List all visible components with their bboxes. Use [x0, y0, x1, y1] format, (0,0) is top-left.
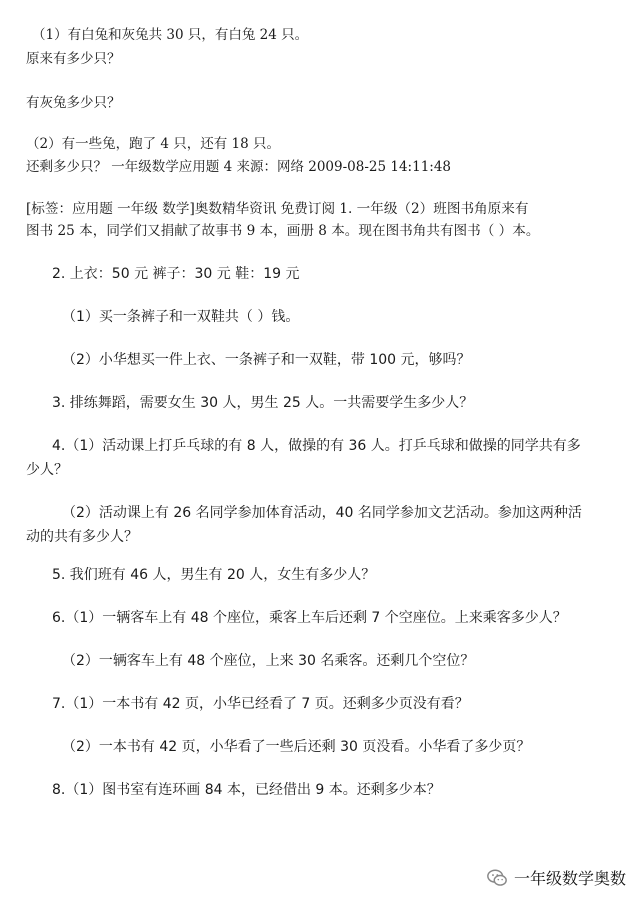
text-line-9: （1）买一条裤子和一双鞋共（ ）钱。 — [62, 309, 300, 325]
text-line-19: 7.（1）一本书有 42 页，小华已经看了 7 页。还剩多少页没有看？ — [52, 696, 469, 712]
text-line-10: （2）小华想买一件上衣、一条裤子和一双鞋，带 100 元，够吗？ — [62, 352, 471, 368]
wechat-icon — [486, 867, 508, 889]
text-line-4: （2）有一些兔，跑了 4 只，还有 18 只。 — [26, 136, 281, 152]
text-line-11: 3. 排练舞蹈，需要女生 30 人，男生 25 人。一共需要学生多少人？ — [52, 395, 474, 411]
text-line-15: 动的共有多少人？ — [26, 529, 138, 545]
watermark-text: 一年级数学奥数 — [513, 869, 626, 888]
text-line-17: 6.（1）一辆客车上有 48 个座位，乘客上车后还剩 7 个空座位。上来乘客多少人？ — [52, 610, 567, 626]
text-line-2: 原来有多少只？ — [26, 51, 121, 67]
text-line-16: 5. 我们班有 46 人，男生有 20 人，女生有多少人？ — [52, 567, 376, 583]
text-line-5: 还剩多少只？ 一年级数学应用题 4 来源：网络 2009-08-25 14:11:48 — [26, 159, 452, 175]
text-line-21: 8.（1）图书室有连环画 84 本，已经借出 9 本。还剩多少本？ — [52, 782, 441, 798]
text-line-1: （1）有白兔和灰兔共 30 只，有白兔 24 只。 — [32, 27, 309, 43]
text-line-20: （2）一本书有 42 页，小华看了一些后还剩 30 页没看。小华看了多少页？ — [62, 739, 531, 755]
text-line-3: 有灰兔多少只？ — [26, 95, 121, 111]
text-line-8: 2. 上衣：50 元 裤子：30 元 鞋：19 元 — [52, 266, 300, 282]
watermark — [486, 866, 626, 889]
text-line-6: [标签：应用题 一年级 数学]奥数精华资讯 免费订阅 1. 一年级（2）班图书角原来有 — [26, 201, 529, 217]
text-line-14: （2）活动课上有 26 名同学参加体育活动，40 名同学参加文艺活动。参加这两种活 — [62, 505, 582, 521]
text-line-12: 4.（1）活动课上打乒乓球的有 8 人，做操的有 36 人。打乒乓球和做操的同学共有多 — [52, 438, 581, 454]
text-line-7: 图书 25 本，同学们又捐献了故事书 9 本，画册 8 本。现在图书角共有图书（ ）本。 — [26, 223, 540, 239]
text-line-13: 少人？ — [26, 462, 68, 478]
text-line-18: （2）一辆客车上有 48 个座位，上来 30 名乘客。还剩几个空位？ — [62, 653, 475, 669]
